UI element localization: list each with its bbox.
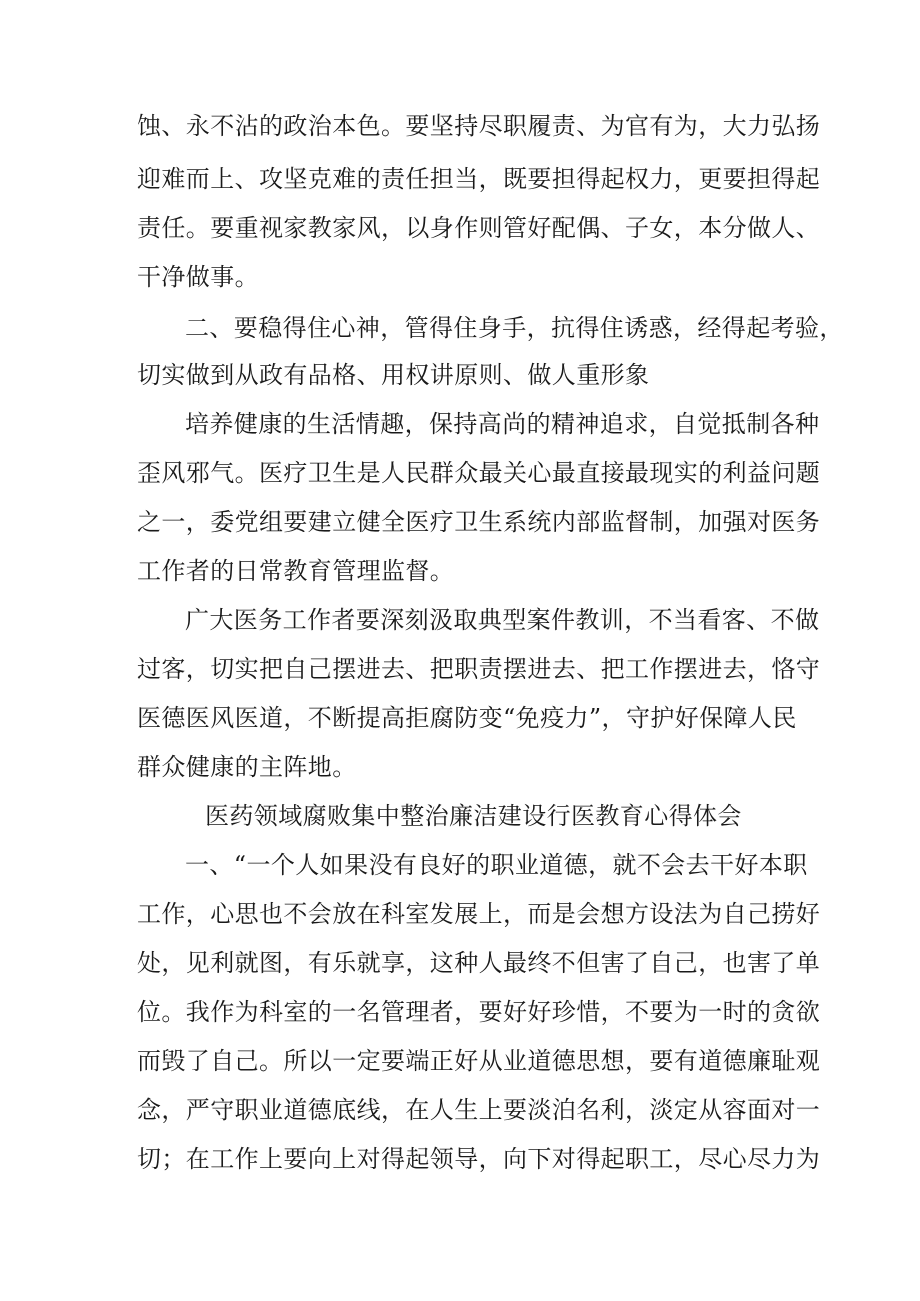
paragraph-line: 过客，切实把自己摆进去、把职责摆进去、把工作摆进去，恪守 bbox=[137, 655, 821, 683]
paragraph-line: 之一，委党组要建立健全医疗卫生系统内部监督制，加强对医务 bbox=[137, 508, 821, 536]
paragraph-line: 群众健康的主阵地。 bbox=[137, 753, 357, 781]
paragraph-line: 歪风邪气。医疗卫生是人民群众最关心最直接最现实的利益问题 bbox=[137, 459, 821, 487]
paragraph-line: 迎难而上、攻坚克难的责任担当，既要担得起权力，更要担得起 bbox=[137, 165, 821, 193]
paragraph-line: 一、“一个人如果没有良好的职业道德，就不会去干好本职 bbox=[185, 851, 808, 879]
section-heading-line: 切实做到从政有品格、用权讲原则、做人重形象 bbox=[137, 361, 650, 389]
section-heading-line: 二、要稳得住心神，管得住身手，抗得住诱惑，经得起考验， bbox=[185, 314, 844, 342]
paragraph-line: 而毁了自己。所以一定要端正好从业道德思想，要有道德廉耻观 bbox=[137, 1047, 821, 1075]
paragraph-line: 干净做事。 bbox=[137, 263, 259, 291]
paragraph-line: 培养健康的生活情趣，保持高尚的精神追求，自觉抵制各种 bbox=[185, 410, 820, 438]
paragraph-line: 念，严守职业道德底线，在人生上要淡泊名利，淡定从容面对一 bbox=[137, 1096, 821, 1124]
paragraph-line: 位。我作为科室的一名管理者，要好好珍惜，不要为一时的贪欲 bbox=[137, 998, 821, 1026]
paragraph-line: 切；在工作上要向上对得起领导，向下对得起职工，尽心尽力为 bbox=[137, 1145, 821, 1173]
document-title: 医药领域腐败集中整治廉洁建设行医教育心得体会 bbox=[205, 802, 742, 830]
paragraph-line: 医德医风医道，不断提高拒腐防变“免疫力”，守护好保障人民 bbox=[137, 704, 797, 732]
paragraph-line: 处，见利就图，有乐就享，这种人最终不但害了自己，也害了单 bbox=[137, 949, 821, 977]
paragraph-line: 工作者的日常教育管理监督。 bbox=[137, 557, 455, 585]
paragraph-line: 蚀、永不沾的政治本色。要坚持尽职履责、为官有为，大力弘扬 bbox=[137, 112, 821, 140]
paragraph-line: 责任。要重视家教家风，以身作则管好配偶、子女，本分做人、 bbox=[137, 214, 821, 242]
paragraph-line: 广大医务工作者要深刻汲取典型案件教训，不当看客、不做 bbox=[185, 606, 820, 634]
paragraph-line: 工作，心思也不会放在科室发展上，而是会想方设法为自己捞好 bbox=[137, 900, 821, 928]
